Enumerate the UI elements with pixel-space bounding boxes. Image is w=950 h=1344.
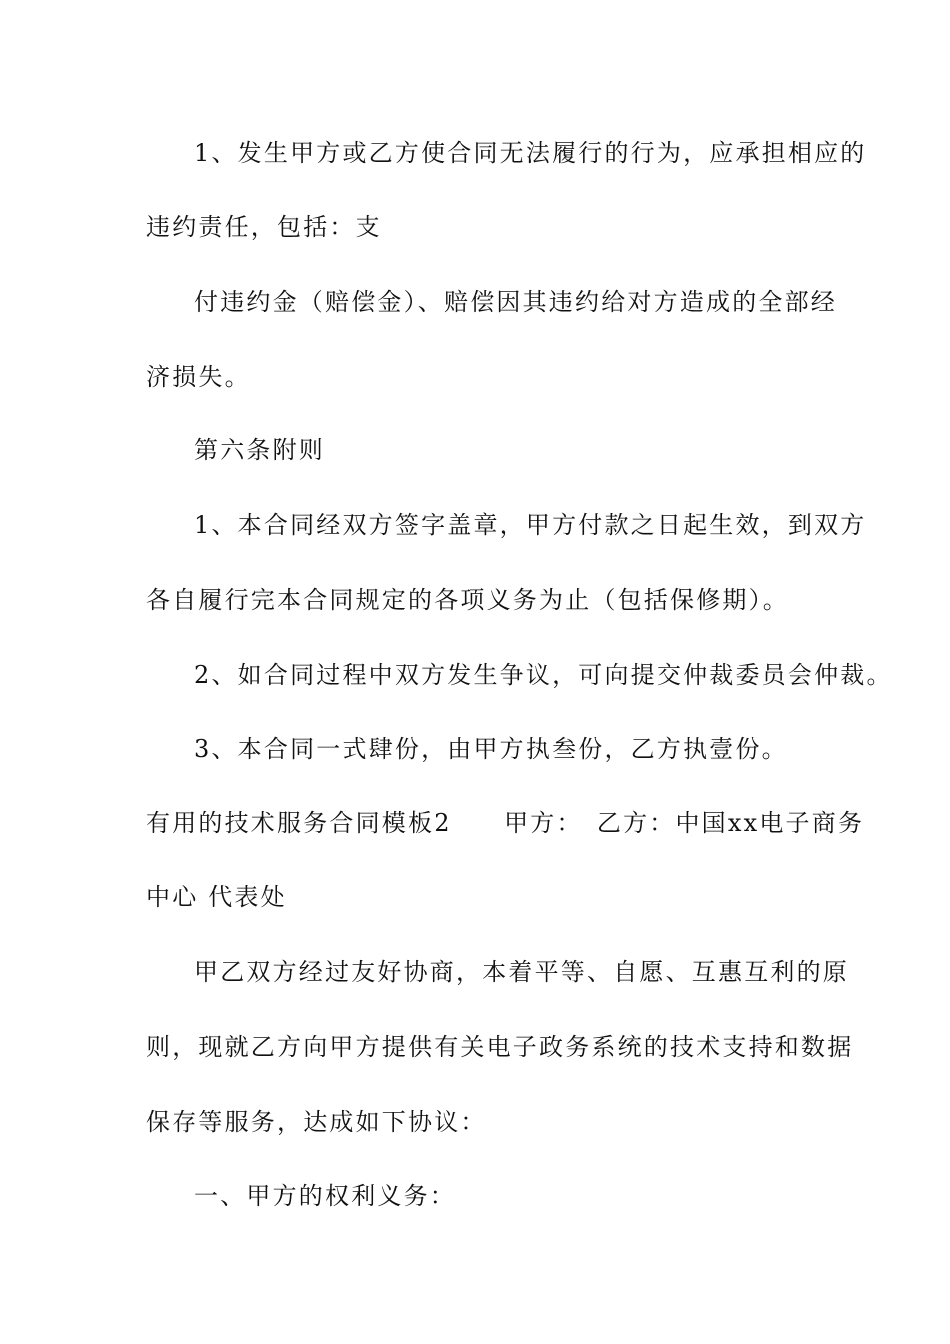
paragraph-line-copies: 3、本合同一式肆份，由甲方执叁份，乙方执壹份。 <box>194 735 788 763</box>
paragraph-line-breach-liability: 1、发生甲方或乙方使合同无法履行的行为，应承担相应的 <box>194 139 867 167</box>
paragraph-line-effective-date: 1、本合同经双方签字盖章，甲方付款之日起生效，到双方 <box>194 511 867 539</box>
paragraph-line-dispute: 2、如合同过程中双方发生争议，可向提交仲裁委员会仲裁。 <box>194 661 893 689</box>
paragraph-line-preamble-end: 保存等服务，达成如下协议： <box>146 1108 487 1136</box>
contract-title-line: 有用的技术服务合同模板2 甲方： 乙方：中国xx电子商务 <box>146 809 865 837</box>
paragraph-line-penalty-cont: 济损失。 <box>146 363 251 391</box>
paragraph-line-preamble-cont: 则，现就乙方向甲方提供有关电子政务系统的技术支持和数据 <box>146 1033 854 1061</box>
paragraph-line-breach-liability-cont: 违约责任，包括：支 <box>146 213 382 241</box>
section-heading-party-a-rights: 一、甲方的权利义务： <box>194 1182 456 1210</box>
section-heading-article-six: 第六条附则 <box>194 436 325 464</box>
paragraph-line-preamble: 甲乙双方经过友好协商，本着平等、自愿、互惠互利的原 <box>194 958 849 986</box>
contract-title-line-cont: 中心 代表处 <box>146 883 287 911</box>
paragraph-line-effective-date-cont: 各自履行完本合同规定的各项义务为止（包括保修期）。 <box>146 586 789 614</box>
paragraph-line-penalty: 付违约金（赔偿金）、赔偿因其违约给对方造成的全部经 <box>194 288 837 316</box>
